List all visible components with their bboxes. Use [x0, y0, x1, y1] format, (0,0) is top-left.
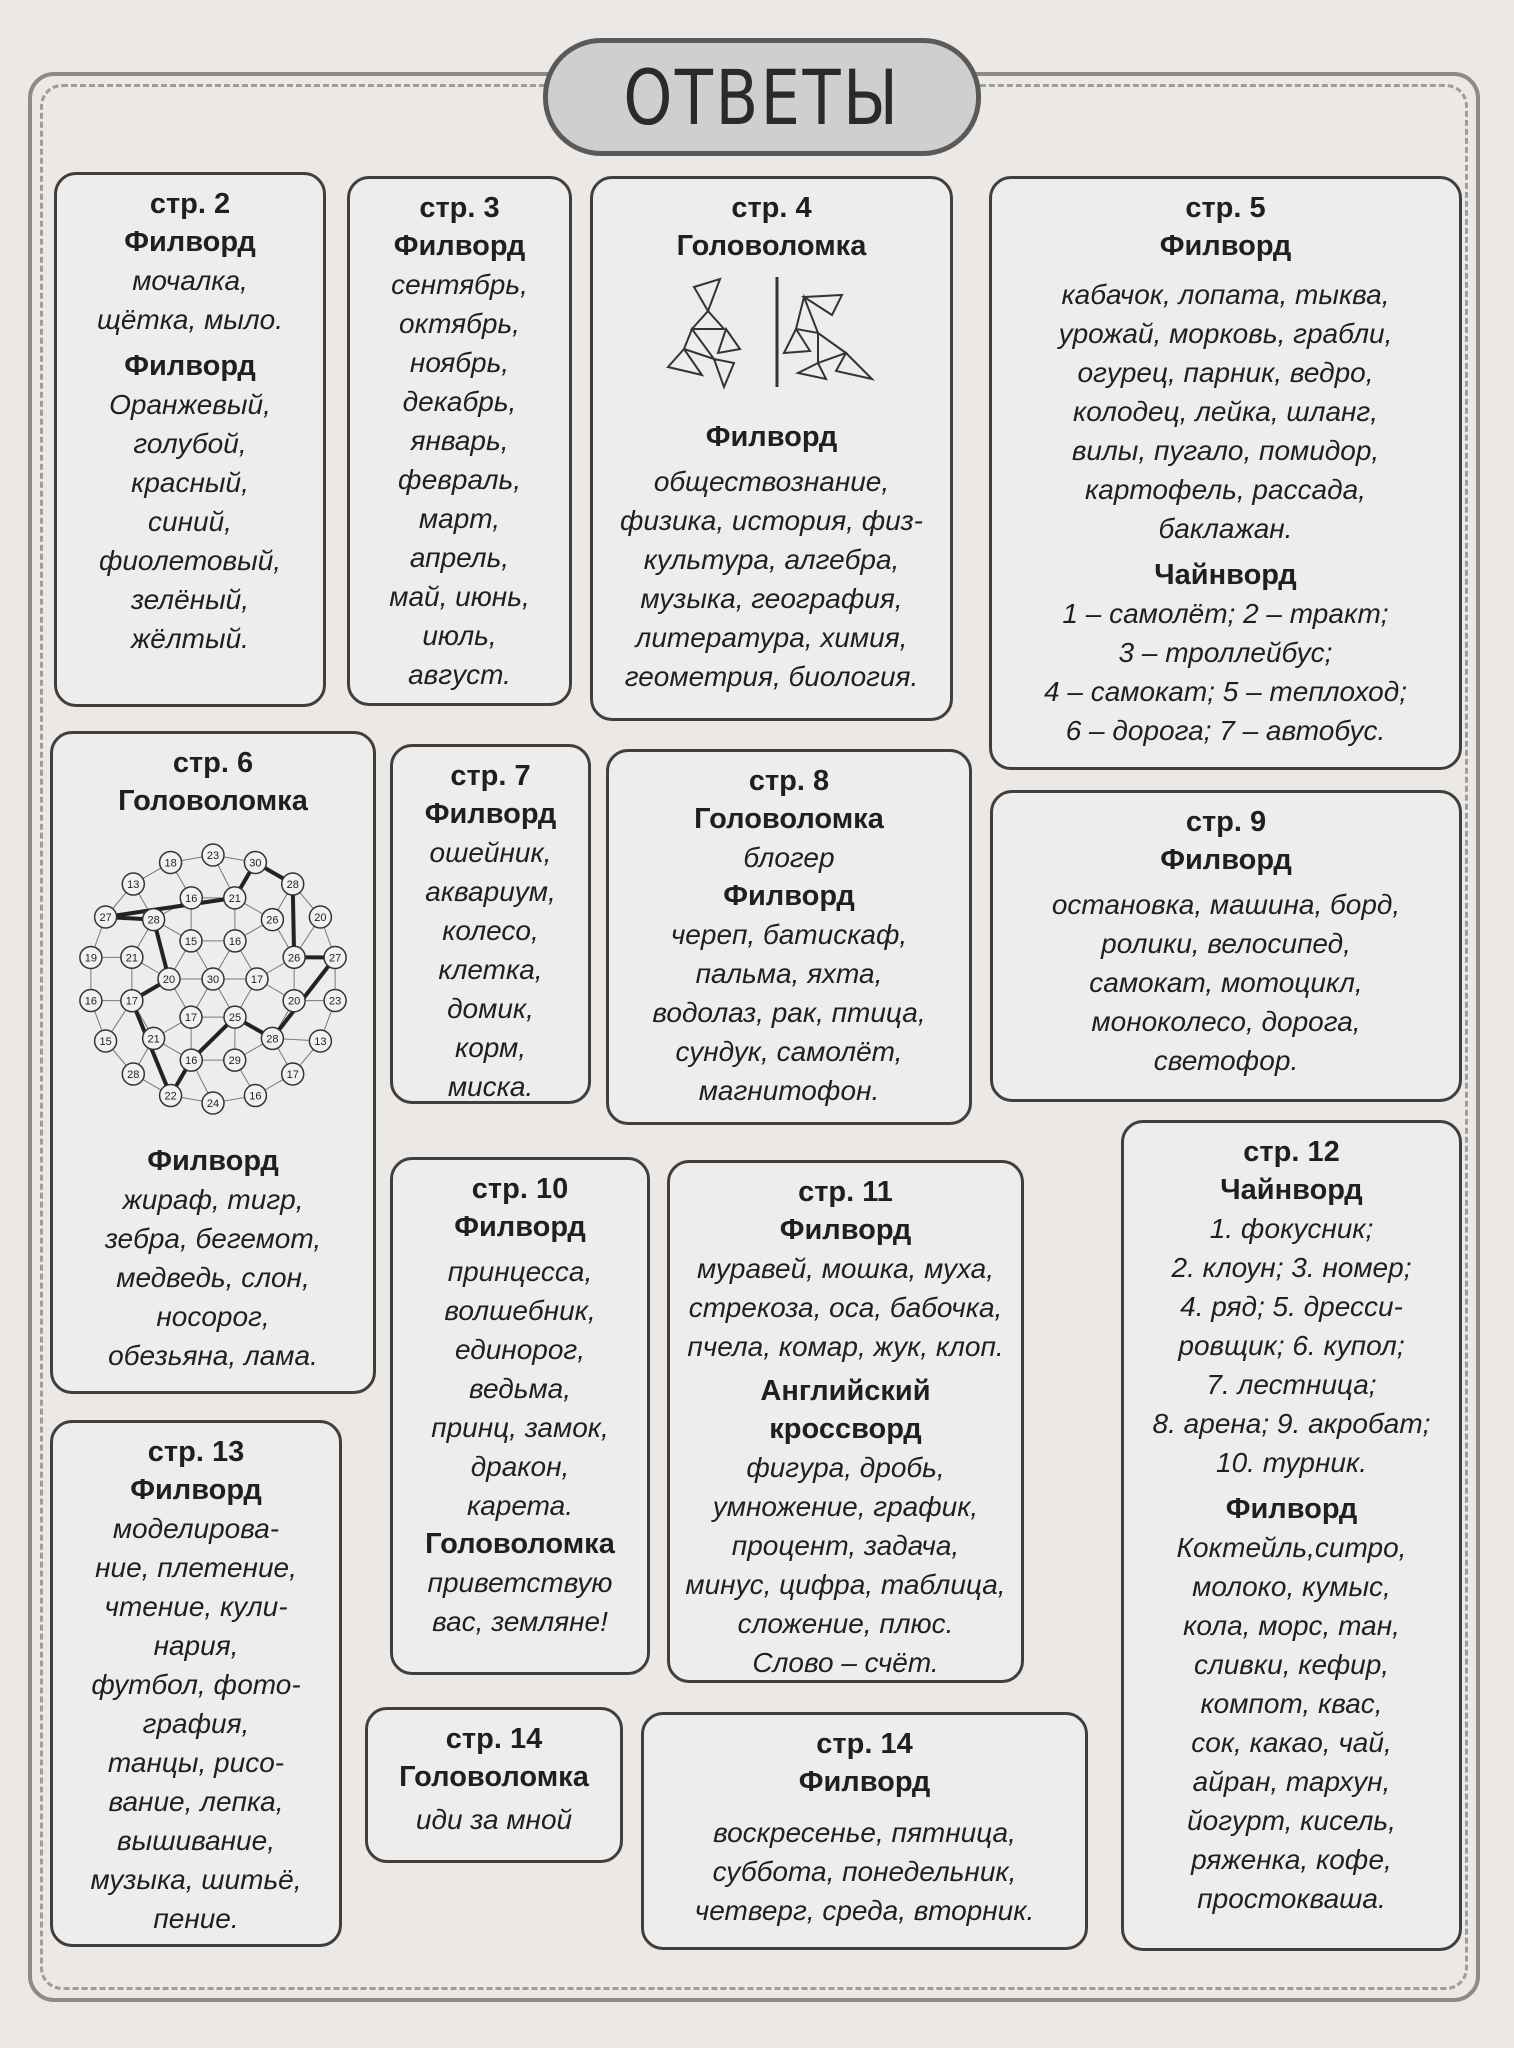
answer-line: декабрь, [402, 386, 517, 417]
answer-line: февраль, [397, 464, 522, 495]
answer-line: магнитофон. [698, 1075, 880, 1106]
answer-line: корм, [454, 1032, 527, 1063]
puzzle-node-number: 28 [127, 1068, 140, 1081]
box-heading: Филворд [705, 421, 838, 453]
box-page: стр. 10 [471, 1173, 569, 1205]
answer-line: колесо, [442, 915, 539, 946]
answer-line: ошейник, [429, 837, 552, 868]
tangram-figures-image [622, 267, 922, 402]
puzzle-node-number: 18 [164, 857, 177, 870]
answer-line: март, [418, 503, 501, 534]
puzzle-node-number: 15 [184, 935, 198, 948]
answer-line: 1. фокусник; [1209, 1213, 1374, 1244]
answer-line: воскресенье, пятница, [713, 1817, 1016, 1848]
box-heading: Филворд [393, 230, 526, 262]
answer-line: физика, история, физ- [619, 505, 924, 536]
answer-box-p8 [606, 749, 972, 1125]
puzzle-node-number: 30 [206, 974, 220, 986]
answer-line: ведьма, [468, 1373, 571, 1404]
answer-line: принцесса, [447, 1256, 593, 1287]
answer-line: музыка, география, [640, 583, 903, 614]
answer-box-p14-puzzle [365, 1707, 623, 1863]
answer-line: апрель, [409, 542, 510, 573]
answer-line: 10. турник. [1216, 1447, 1367, 1478]
answer-line: огурец, парник, ведро, [1077, 357, 1374, 388]
answer-line: домик, [447, 993, 534, 1024]
puzzle-node-number: 23 [328, 995, 342, 1008]
answer-line: мочалка, [132, 265, 248, 296]
answer-line: 2. клоун; 3. номер; [1171, 1252, 1412, 1283]
puzzle-node-number: 28 [266, 1033, 279, 1046]
puzzle-node-number: 30 [249, 857, 262, 870]
tangram-piece [692, 311, 724, 329]
tangram-piece [714, 359, 734, 387]
answer-line: пальма, яхта, [695, 958, 883, 989]
answer-line: носорог, [156, 1301, 270, 1332]
answer-line: суббота, понедельник, [712, 1856, 1017, 1887]
answer-line: моноколесо, дорога, [1091, 1006, 1361, 1037]
answer-line: чтение, кули- [104, 1591, 288, 1622]
puzzle-node-number: 16 [228, 935, 242, 948]
title-plate [543, 38, 981, 156]
box-heading: Филворд [1160, 844, 1292, 876]
answer-line: картофель, рассада, [1085, 474, 1366, 505]
puzzle-node-number: 20 [162, 974, 176, 986]
answer-line: кабачок, лопата, тыква, [1061, 279, 1390, 310]
answer-line: ряженка, кофе, [1191, 1844, 1392, 1875]
answer-line: танцы, рисо- [107, 1747, 285, 1778]
answer-line: ние, плетение, [95, 1552, 297, 1583]
answer-line: аквариум, [425, 876, 556, 907]
answer-box-p2 [54, 172, 326, 707]
box-page: стр. 13 [147, 1436, 245, 1468]
puzzle-node-number: 29 [228, 1055, 241, 1068]
puzzle-node-number: 27 [328, 952, 342, 965]
answer-line: процент, задача, [731, 1530, 960, 1561]
answer-line: пчела, комар, жук, клоп. [687, 1331, 1004, 1362]
answer-box-p14-filword [641, 1712, 1088, 1950]
answer-line: карета. [467, 1490, 573, 1521]
box-page: стр. 14 [445, 1723, 543, 1755]
answer-line: 1 – самолёт; 2 – тракт; [1062, 598, 1389, 629]
box-page: стр. 6 [172, 747, 254, 779]
answer-line: обществознание, [653, 466, 890, 497]
box-heading: Филворд [124, 350, 256, 382]
answer-line: медведь, слон, [116, 1262, 310, 1293]
answer-line: сундук, самолёт, [675, 1036, 903, 1067]
puzzle-node-number: 28 [286, 879, 299, 892]
answer-line: графия, [142, 1708, 250, 1739]
box-heading: Головоломка [694, 803, 884, 835]
puzzle-node-number: 24 [206, 1098, 220, 1110]
box-heading: Головоломка [676, 230, 867, 262]
answer-line: 4. ряд; 5. дресси- [1180, 1291, 1403, 1322]
answer-line: сливки, кефир, [1193, 1649, 1390, 1680]
answer-line: фиолетовый, [98, 545, 282, 576]
answer-line: остановка, машина, борд, [1051, 889, 1401, 920]
answer-box-p10 [390, 1157, 650, 1675]
puzzle-node-number: 17 [250, 974, 264, 986]
puzzle-node-number: 21 [147, 1033, 160, 1046]
answer-line: Коктейль,ситро, [1176, 1532, 1407, 1563]
answer-line: обезьяна, лама. [108, 1340, 318, 1371]
answer-line: ровщик; 6. купол; [1178, 1330, 1405, 1361]
answer-line: приветствую [427, 1567, 613, 1598]
puzzle-node-number: 23 [206, 850, 220, 862]
box-heading: Чайнворд [1154, 559, 1297, 591]
answer-line: волшебник, [444, 1295, 596, 1326]
tangram-piece [784, 329, 810, 353]
answer-line: простокваша. [1197, 1883, 1386, 1914]
answer-line: вилы, пугало, помидор, [1071, 435, 1380, 466]
puzzle-node-number: 16 [185, 1055, 198, 1068]
answer-line: айран, тархун, [1192, 1766, 1391, 1797]
puzzle-node-number: 27 [99, 912, 112, 924]
tangram-piece [694, 279, 720, 311]
box-page: стр. 3 [419, 192, 500, 224]
box-page: стр. 8 [748, 765, 830, 797]
answer-line: 6 – дорога; 7 – автобус. [1065, 715, 1386, 746]
puzzle-node-number: 17 [184, 1012, 198, 1025]
puzzle-node-number: 19 [84, 952, 98, 965]
answer-line: сок, какао, чай, [1191, 1727, 1392, 1758]
box-heading: Филворд [454, 1211, 586, 1243]
answer-line: иди за мной [415, 1804, 573, 1835]
box-heading: Английский [760, 1375, 931, 1407]
puzzle-node-number: 28 [147, 914, 160, 927]
answer-line: принц, замок, [431, 1412, 609, 1443]
answer-line: пение. [153, 1903, 239, 1934]
puzzle-node-number: 16 [84, 995, 98, 1008]
answer-box-p12 [1121, 1120, 1462, 1951]
answer-line: январь, [410, 425, 509, 456]
answer-line: стрекоза, оса, бабочка, [688, 1292, 1003, 1323]
box-page: стр. 12 [1243, 1136, 1340, 1168]
answer-line: кола, морс, тан, [1183, 1610, 1400, 1641]
answer-box-p4 [590, 176, 953, 721]
answer-line: литература, химия, [635, 622, 908, 653]
answer-line: 8. арена; 9. акробат; [1152, 1408, 1431, 1439]
box-heading: Филворд [779, 1214, 912, 1246]
box-heading: кроссворд [769, 1413, 922, 1445]
answer-line: жираф, тигр, [122, 1184, 304, 1215]
answer-box-p9 [990, 790, 1462, 1102]
box-heading: Филворд [124, 226, 256, 258]
answer-line: умножение, график, [712, 1491, 979, 1522]
answer-box-p3 [347, 176, 572, 706]
answer-line: музыка, шитьё, [90, 1864, 302, 1895]
box-heading: Филворд [147, 1145, 279, 1177]
box-page: стр. 7 [450, 760, 531, 792]
number-path-puzzle-image [68, 834, 358, 1124]
answer-line: зелёный, [130, 584, 250, 615]
puzzle-node-number: 21 [228, 892, 241, 905]
answer-line: вас, земляне! [432, 1606, 608, 1637]
box-page: стр. 2 [149, 188, 231, 220]
puzzle-node-number: 25 [228, 1012, 242, 1025]
box-heading: Филворд [130, 1474, 262, 1506]
tangram-piece [818, 333, 846, 363]
answer-line: колодец, лейка, шланг, [1072, 396, 1379, 427]
box-page: стр. 4 [731, 192, 812, 224]
answer-line: зебра, бегемот, [104, 1223, 322, 1254]
answer-line: ноябрь, [409, 347, 510, 378]
answer-line: вание, лепка, [108, 1786, 284, 1817]
answer-line: геометрия, биология. [624, 661, 919, 692]
puzzle-node-number: 22 [164, 1090, 177, 1103]
answer-line: июль, [422, 620, 497, 651]
puzzle-connector [106, 898, 235, 917]
answer-line: Оранжевый, [109, 389, 271, 420]
box-heading: Филворд [723, 880, 855, 912]
puzzle-node-number: 26 [266, 914, 279, 927]
answer-line: август. [408, 659, 511, 690]
answer-line: октябрь, [399, 308, 520, 339]
answer-line: водолаз, рак, птица, [652, 997, 926, 1028]
answer-line: моделирова- [112, 1513, 280, 1544]
answer-line: единорог, [454, 1334, 586, 1365]
page-title: ОТВЕТЫ [623, 52, 901, 142]
tangram-piece [796, 297, 818, 333]
puzzle-node-number: 20 [288, 995, 301, 1008]
answer-line: молоко, кумыс, [1192, 1571, 1391, 1602]
puzzle-node-number: 15 [99, 1036, 112, 1048]
answer-box-p7 [390, 744, 591, 1104]
answer-line: Слово – счёт. [752, 1647, 939, 1678]
answer-line: 4 – самокат; 5 – теплоход; [1044, 676, 1407, 707]
puzzle-node-number: 13 [314, 1036, 327, 1048]
answer-line: щётка, мыло. [96, 304, 284, 335]
puzzle-node-number: 21 [125, 952, 138, 965]
answer-line: светофор. [1153, 1045, 1299, 1076]
box-heading: Филворд [798, 1766, 931, 1798]
answer-line: ролики, велосипед, [1101, 928, 1351, 959]
box-heading: Головоломка [399, 1761, 589, 1793]
answer-line: нария, [153, 1630, 239, 1661]
puzzle-node-number: 13 [127, 879, 140, 892]
box-heading: Головоломка [425, 1528, 615, 1560]
answer-box-p5 [989, 176, 1462, 770]
answer-line: йогурт, кисель, [1187, 1805, 1396, 1836]
box-heading: Чайнворд [1220, 1174, 1363, 1206]
puzzle-node-number: 26 [288, 952, 301, 965]
answer-line: баклажан. [1158, 513, 1293, 544]
box-page: стр. 5 [1185, 192, 1266, 224]
answer-line: самокат, мотоцикл, [1089, 967, 1363, 998]
puzzle-node-number: 16 [249, 1090, 262, 1103]
answer-line: футбол, фото- [91, 1669, 301, 1700]
answer-box-p6 [50, 731, 376, 1394]
puzzle-node-number: 17 [286, 1068, 299, 1081]
answer-line: череп, батискаф, [670, 919, 908, 950]
answer-line: муравей, мошка, муха, [696, 1253, 994, 1284]
answer-line: красный, [131, 467, 249, 498]
answer-line: сентябрь, [391, 269, 528, 300]
answer-line: жёлтый. [131, 623, 249, 654]
answer-line: 3 – троллейбус; [1118, 637, 1333, 668]
box-page: стр. 11 [798, 1176, 893, 1208]
puzzle-node-number: 17 [125, 995, 138, 1008]
box-heading: Филворд [1225, 1493, 1358, 1525]
puzzle-node-number: 20 [314, 912, 327, 924]
box-page: стр. 9 [1185, 806, 1267, 838]
box-heading: Филворд [424, 798, 557, 830]
answer-line: минус, цифра, таблица, [685, 1569, 1006, 1600]
answer-line: компот, квас, [1200, 1688, 1383, 1719]
box-heading: Филворд [1159, 230, 1292, 262]
answer-line: блогер [743, 842, 835, 873]
tangram-piece [718, 329, 740, 353]
answer-box-p13 [50, 1420, 342, 1947]
answer-line: 7. лестница; [1206, 1369, 1377, 1400]
answer-line: клетка, [438, 954, 543, 985]
tangram-piece [798, 363, 826, 379]
answer-line: сложение, плюс. [737, 1608, 954, 1639]
tangram-piece [836, 353, 872, 379]
answer-line: май, июнь, [389, 581, 530, 612]
answer-line: дракон, [470, 1451, 570, 1482]
answer-line: фигура, дробь, [746, 1452, 945, 1483]
answer-box-p11 [667, 1160, 1024, 1683]
answer-line: урожай, морковь, грабли, [1058, 318, 1393, 349]
answer-line: четверг, среда, вторник. [694, 1895, 1035, 1926]
box-page: стр. 14 [816, 1728, 913, 1760]
answer-line: миска. [447, 1071, 534, 1102]
answer-line: синий, [148, 506, 232, 537]
answer-line: культура, алгебра, [643, 544, 900, 575]
puzzle-node-number: 16 [185, 892, 198, 905]
box-heading: Головоломка [118, 785, 308, 817]
answer-line: вышивание, [117, 1825, 275, 1856]
answer-line: голубой, [133, 428, 247, 459]
